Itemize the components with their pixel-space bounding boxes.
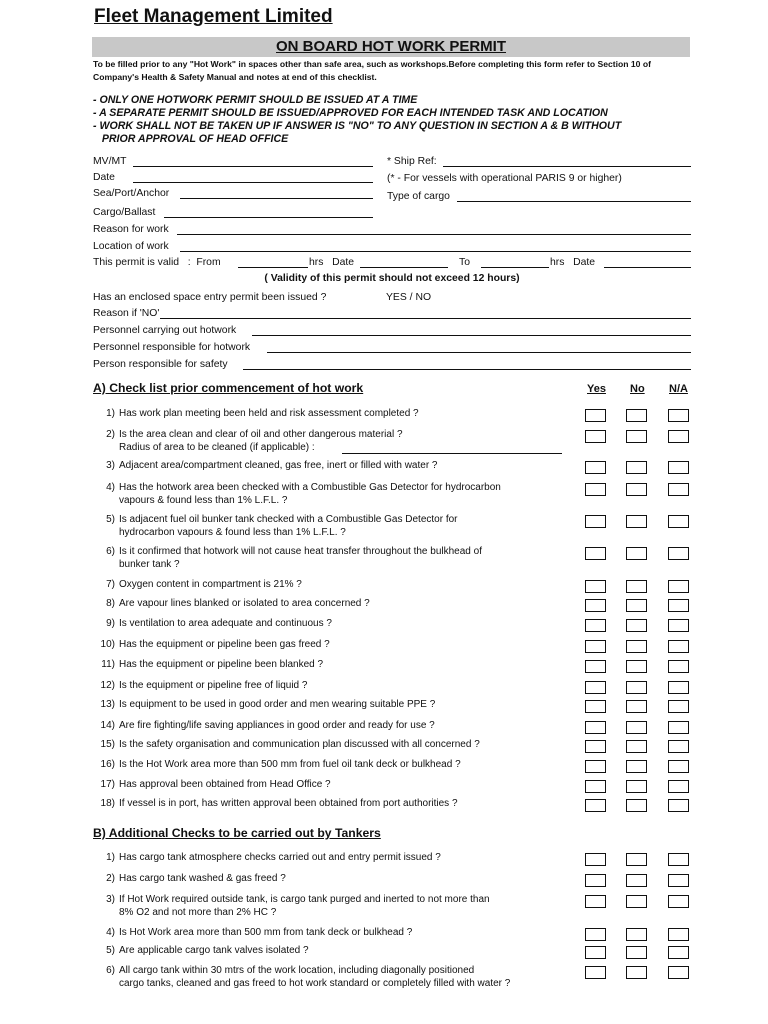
- section-a-question-row: [93, 482, 573, 507]
- no-checkbox[interactable]: [626, 409, 647, 422]
- section-a-question-row: [93, 720, 573, 733]
- question-number: 1): [106, 408, 115, 419]
- question-number: 5): [106, 945, 115, 956]
- na-checkbox[interactable]: [668, 740, 689, 753]
- section-b-question-row: [93, 945, 573, 958]
- sea-port-field[interactable]: [180, 198, 373, 199]
- question-number: 12): [100, 680, 115, 691]
- na-checkbox[interactable]: [668, 928, 689, 941]
- yes-checkbox[interactable]: [585, 928, 606, 941]
- question-text: If vessel is in port, has written approval been obtained from port authorities ?: [119, 798, 458, 809]
- question-text: Is the area clean and clear of oil and other dangerous material ?: [119, 429, 403, 440]
- section-b-title: B) Additional Checks to be carried out by Tankers: [93, 826, 381, 840]
- yes-checkbox[interactable]: [585, 799, 606, 812]
- rule-item: - A SEPARATE PERMIT SHOULD BE ISSUED/APPROVED FOR EACH INTENDED TASK AND LOCATION: [93, 107, 608, 119]
- question-text: Is equipment to be used in good order and men wearing suitable PPE ?: [119, 699, 436, 710]
- section-b-question-row: [93, 873, 573, 886]
- date-field[interactable]: [133, 182, 373, 183]
- question-number: 6): [106, 546, 115, 557]
- yes-checkbox[interactable]: [585, 599, 606, 612]
- question-text: Are fire fighting/life saving appliances in good order and ready for use ?: [119, 720, 435, 731]
- yes-checkbox[interactable]: [585, 640, 606, 653]
- rules-list: [93, 94, 703, 146]
- yes-checkbox[interactable]: [585, 619, 606, 632]
- section-a-question-row: [93, 779, 573, 792]
- question-text: Are applicable cargo tank valves isolated ?: [119, 945, 309, 956]
- reason-work-label: Reason for work: [93, 224, 169, 235]
- col-yes-header: Yes: [587, 383, 606, 395]
- cargo-ballast-label: Cargo/Ballast: [93, 207, 156, 218]
- na-checkbox[interactable]: [668, 799, 689, 812]
- person-safety-label: Person responsible for safety: [93, 359, 228, 370]
- question-number: 18): [100, 798, 115, 809]
- na-checkbox[interactable]: [668, 660, 689, 673]
- question-number: 8): [106, 598, 115, 609]
- na-checkbox[interactable]: [668, 874, 689, 887]
- question-number: 3): [106, 894, 115, 905]
- section-b-question-row: [93, 852, 573, 865]
- question-text: If Hot Work required outside tank, is cargo tank purged and inerted to not more than: [119, 894, 490, 905]
- section-a-question-row: [93, 639, 573, 652]
- na-checkbox[interactable]: [668, 619, 689, 632]
- sea-port-label: Sea/Port/Anchor: [93, 188, 170, 199]
- na-checkbox[interactable]: [668, 515, 689, 528]
- validity-note: ( Validity of this permit should not exceed 12 hours): [264, 273, 520, 284]
- question-text-continued: bunker tank ?: [119, 558, 180, 570]
- na-checkbox[interactable]: [668, 760, 689, 773]
- yes-checkbox[interactable]: [585, 853, 606, 866]
- section-a-title: A) Check list prior commencement of hot work: [93, 381, 364, 395]
- question-text: Has the equipment or pipeline been blanked ?: [119, 659, 324, 670]
- na-checkbox[interactable]: [668, 853, 689, 866]
- question-text: Has the hotwork area been checked with a Combustible Gas Detector for hydrocarbon: [119, 482, 501, 493]
- valid-label: This permit is valid : From: [93, 257, 221, 268]
- no-checkbox[interactable]: [626, 799, 647, 812]
- question-number: 7): [106, 579, 115, 590]
- no-checkbox[interactable]: [626, 640, 647, 653]
- question-text: Is adjacent fuel oil bunker tank checked with a Combustible Gas Detector for: [119, 514, 458, 525]
- no-checkbox[interactable]: [626, 853, 647, 866]
- from-time-field[interactable]: [238, 267, 308, 268]
- section-a-question-row: [93, 699, 573, 712]
- location-work-field[interactable]: [180, 251, 691, 252]
- no-checkbox[interactable]: [626, 580, 647, 593]
- question-text-continued: vapours & found less than 1% L.F.L. ?: [119, 494, 288, 506]
- question-number: 17): [100, 779, 115, 790]
- yes-checkbox[interactable]: [585, 547, 606, 560]
- yes-checkbox[interactable]: [585, 681, 606, 694]
- section-b-question-row: [93, 894, 573, 919]
- question-text: Are vapour lines blanked or isolated to area concerned ?: [119, 598, 370, 609]
- yes-checkbox[interactable]: [585, 461, 606, 474]
- no-checkbox[interactable]: [626, 928, 647, 941]
- question-text: Is the safety organisation and communication plan discussed with all concerned ?: [119, 739, 480, 750]
- question-number: 14): [100, 720, 115, 731]
- type-cargo-label: Type of cargo: [387, 191, 450, 202]
- rule-item: - WORK SHALL NOT BE TAKEN UP IF ANSWER IS "NO" TO ANY QUESTION IN SECTION A & B WITHOUT: [93, 120, 622, 132]
- question-text: Has cargo tank washed & gas freed ?: [119, 873, 286, 884]
- question-number: 4): [106, 927, 115, 938]
- yes-checkbox[interactable]: [585, 660, 606, 673]
- question-text-continued: 8% O2 and not more than 2% HC ?: [119, 906, 277, 918]
- form-title: ON BOARD HOT WORK PERMIT: [92, 37, 690, 57]
- no-checkbox[interactable]: [626, 760, 647, 773]
- question-number: 15): [100, 739, 115, 750]
- location-work-label: Location of work: [93, 241, 169, 252]
- reason-no-field[interactable]: [160, 318, 691, 319]
- ship-ref-field[interactable]: [443, 166, 691, 167]
- mvmt-label: MV/MT: [93, 156, 127, 167]
- question-number: 2): [106, 429, 115, 440]
- question-number: 4): [106, 482, 115, 493]
- question-number: 6): [106, 965, 115, 976]
- na-checkbox[interactable]: [668, 409, 689, 422]
- na-checkbox[interactable]: [668, 700, 689, 713]
- personnel-responsible-label: Personnel responsible for hotwork: [93, 342, 251, 353]
- section-a-question-row: [93, 460, 573, 473]
- no-checkbox[interactable]: [626, 660, 647, 673]
- question-number: 11): [101, 659, 115, 670]
- section-a-question-row: [93, 514, 573, 539]
- rule-item: - ONLY ONE HOTWORK PERMIT SHOULD BE ISSUED AT A TIME: [93, 94, 418, 106]
- section-a-question-row: [93, 680, 573, 693]
- yes-checkbox[interactable]: [585, 580, 606, 593]
- question-text-continued: cargo tanks, cleaned and gas freed to hot work standard or completely filled with water ?: [119, 977, 511, 989]
- reason-no-label: Reason if 'NO': [93, 308, 160, 319]
- col-no-header: No: [630, 383, 645, 395]
- question-text: Is Hot Work area more than 500 mm from tank deck or bulkhead ?: [119, 927, 413, 938]
- section-a-question-row: [93, 739, 573, 752]
- hrs-date-label-1: hrs Date: [309, 257, 355, 268]
- question-text: Has the equipment or pipeline been gas freed ?: [119, 639, 330, 650]
- no-checkbox[interactable]: [626, 461, 647, 474]
- na-checkbox[interactable]: [668, 547, 689, 560]
- question-number: 16): [100, 759, 115, 770]
- no-checkbox[interactable]: [626, 547, 647, 560]
- no-checkbox[interactable]: [626, 780, 647, 793]
- na-checkbox[interactable]: [668, 966, 689, 979]
- yes-checkbox[interactable]: [585, 760, 606, 773]
- na-checkbox[interactable]: [668, 580, 689, 593]
- na-checkbox[interactable]: [668, 430, 689, 443]
- personnel-carrying-label: Personnel carrying out hotwork: [93, 325, 237, 336]
- question-number: 5): [106, 514, 115, 525]
- yes-no-option[interactable]: YES / NO: [386, 292, 432, 303]
- question-text: Oxygen content in compartment is 21% ?: [119, 579, 302, 590]
- question-number: 3): [106, 460, 115, 471]
- yes-checkbox[interactable]: [585, 780, 606, 793]
- section-b-question-row: [93, 965, 573, 990]
- no-checkbox[interactable]: [626, 599, 647, 612]
- yes-checkbox[interactable]: [585, 483, 606, 496]
- na-checkbox[interactable]: [668, 461, 689, 474]
- col-na-header: N/A: [669, 383, 688, 395]
- no-checkbox[interactable]: [626, 619, 647, 632]
- section-b-question-row: [93, 927, 573, 940]
- no-checkbox[interactable]: [626, 966, 647, 979]
- na-checkbox[interactable]: [668, 599, 689, 612]
- yes-checkbox[interactable]: [585, 700, 606, 713]
- date-label: Date: [93, 172, 115, 183]
- section-a-question-row: [93, 618, 573, 631]
- question-text: Is ventilation to area adequate and continuous ?: [119, 618, 332, 629]
- na-checkbox[interactable]: [668, 483, 689, 496]
- hrs-date-label-2: hrs Date: [550, 257, 596, 268]
- section-a-question-row: [93, 579, 573, 592]
- question-text: Adjacent area/compartment cleaned, gas free, inert or filled with water ?: [119, 460, 438, 471]
- radius-field[interactable]: [342, 453, 562, 454]
- no-checkbox[interactable]: [626, 895, 647, 908]
- section-a-question-row: [93, 759, 573, 772]
- question-text: All cargo tank within 30 mtrs of the work location, including diagonally positioned: [119, 965, 475, 976]
- yes-checkbox[interactable]: [585, 721, 606, 734]
- question-number: 1): [106, 852, 115, 863]
- na-checkbox[interactable]: [668, 721, 689, 734]
- yes-checkbox[interactable]: [585, 740, 606, 753]
- paris-note: (* - For vessels with operational PARIS 9 or higher): [387, 173, 622, 184]
- section-a-question-row: [93, 408, 573, 421]
- yes-checkbox[interactable]: [585, 946, 606, 959]
- person-safety-field[interactable]: [243, 369, 691, 370]
- section-a-question-row: [93, 546, 573, 571]
- question-number: 9): [106, 618, 115, 629]
- section-a-question-row: [93, 659, 573, 672]
- mvmt-field[interactable]: [133, 166, 373, 167]
- question-text: Is the Hot Work area more than 500 mm from fuel oil tank deck or bulkhead ?: [119, 759, 461, 770]
- yes-checkbox[interactable]: [585, 430, 606, 443]
- no-checkbox[interactable]: [626, 515, 647, 528]
- from-date-field[interactable]: [360, 267, 448, 268]
- to-date-field[interactable]: [604, 267, 691, 268]
- no-checkbox[interactable]: [626, 700, 647, 713]
- rule-item: PRIOR APPROVAL OF HEAD OFFICE: [93, 133, 289, 145]
- yes-checkbox[interactable]: [585, 966, 606, 979]
- enclosed-space-question: Has an enclosed space entry permit been issued ?: [93, 292, 327, 303]
- question-text: Is it confirmed that hotwork will not cause heat transfer throughout the bulkhead of: [119, 546, 482, 557]
- section-a-question-row: [93, 798, 573, 811]
- na-checkbox[interactable]: [668, 946, 689, 959]
- no-checkbox[interactable]: [626, 430, 647, 443]
- question-text: Is the equipment or pipeline free of liquid ?: [119, 680, 308, 691]
- na-checkbox[interactable]: [668, 895, 689, 908]
- question-text: Has work plan meeting been held and risk assessment completed ?: [119, 408, 419, 419]
- reason-work-field[interactable]: [177, 234, 691, 235]
- yes-checkbox[interactable]: [585, 895, 606, 908]
- intro-text: To be filled prior to any "Hot Work" in spaces other than safe area, such as workshops.Before completing this form refer to Section 10 of Company's Health & Safety Manual and notes at end of this checklist.: [93, 59, 651, 82]
- na-checkbox[interactable]: [668, 640, 689, 653]
- to-label: To: [459, 257, 470, 268]
- to-time-field[interactable]: [481, 267, 549, 268]
- na-checkbox[interactable]: [668, 780, 689, 793]
- question-text-continued: hydrocarbon vapours & found less than 1% L.F.L. ?: [119, 526, 346, 538]
- yes-checkbox[interactable]: [585, 409, 606, 422]
- question-text: Has cargo tank atmosphere checks carried out and entry permit issued ?: [119, 852, 441, 863]
- no-checkbox[interactable]: [626, 483, 647, 496]
- company-name: Fleet Management Limited: [94, 6, 333, 27]
- question-text-continued: Radius of area to be cleaned (if applicable) :: [119, 441, 315, 453]
- question-number: 13): [100, 699, 115, 710]
- no-checkbox[interactable]: [626, 946, 647, 959]
- question-number: 10): [100, 639, 115, 650]
- personnel-responsible-field[interactable]: [267, 352, 691, 353]
- ship-ref-label: * Ship Ref:: [387, 156, 437, 167]
- cargo-ballast-field[interactable]: [164, 217, 373, 218]
- question-number: 2): [106, 873, 115, 884]
- no-checkbox[interactable]: [626, 681, 647, 694]
- na-checkbox[interactable]: [668, 681, 689, 694]
- section-a-question-row: [93, 598, 573, 611]
- yes-checkbox[interactable]: [585, 515, 606, 528]
- question-text: Has approval been obtained from Head Office ?: [119, 779, 331, 790]
- no-checkbox[interactable]: [626, 740, 647, 753]
- personnel-carrying-field[interactable]: [252, 335, 691, 336]
- no-checkbox[interactable]: [626, 721, 647, 734]
- yes-checkbox[interactable]: [585, 874, 606, 887]
- type-cargo-field[interactable]: [457, 201, 691, 202]
- section-a-question-row: [93, 429, 573, 454]
- no-checkbox[interactable]: [626, 874, 647, 887]
